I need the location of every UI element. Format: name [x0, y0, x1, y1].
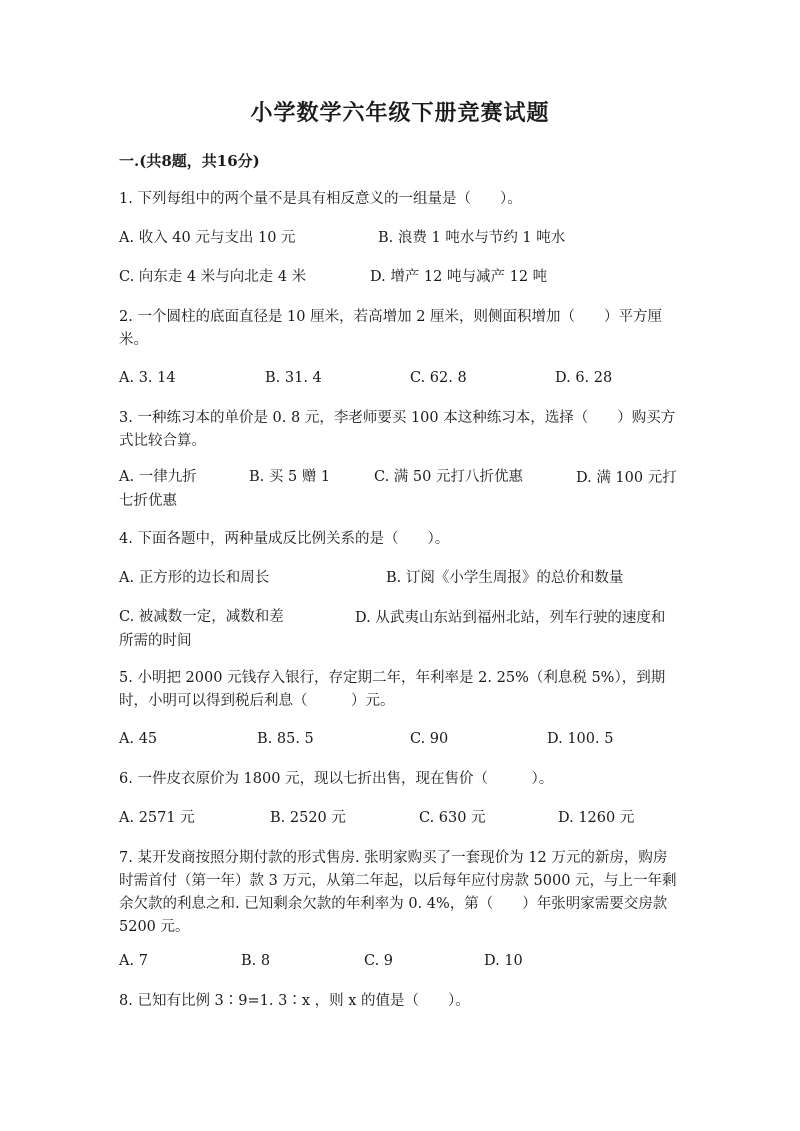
question-7-option-c: C. 9 [364, 953, 394, 969]
question-3-option-a: A. 一律九折 [119, 469, 197, 485]
question-3-option-c: C. 满 50 元打八折优惠 [374, 469, 523, 485]
question-2-option-d: D. 6. 28 [555, 370, 613, 386]
section-heading: 一.(共8题，共16分) [119, 152, 260, 170]
question-1-stem: 1. 下列每组中的两个量不是具有相反意义的一组量是（ ）。 [119, 191, 522, 207]
question-6-option-b: B. 2520 元 [270, 810, 346, 826]
question-3-option-b: B. 买 5 赠 1 [249, 469, 331, 485]
question-5-option-d: D. 100. 5 [547, 731, 614, 747]
question-1-option-b: B. 浪费 1 吨水与节约 1 吨水 [378, 230, 566, 246]
question-5-option-a: A. 45 [119, 731, 158, 747]
question-4-stem: 4. 下面各题中，两种量成反比例关系的是（ ）。 [119, 531, 450, 547]
question-6-option-d: D. 1260 元 [558, 810, 635, 826]
question-1-option-a: A. 收入 40 元与支出 10 元 [119, 230, 296, 246]
question-6-option-c: C. 630 元 [419, 810, 486, 826]
question-5-stem: 5. 小明把 2000 元钱存入银行，存定期二年，年利率是 2. 25%（利息税 5%），到期时，小明可以得到税后利息（ ）元。 [119, 670, 666, 709]
question-4-option-d: D. 从武夷山东站到福州北站，列车行驶的速度和所需的时间 [119, 610, 666, 649]
question-6-option-a: A. 2571 元 [119, 810, 195, 826]
question-7-option-d: D. 10 [484, 953, 523, 969]
page-title: 小学数学六年级下册竞赛试题 [250, 100, 550, 126]
question-2-option-b: B. 31. 4 [265, 370, 322, 386]
question-7-option-a: A. 7 [119, 953, 148, 969]
question-1-option-d: D. 增产 12 吨与减产 12 吨 [370, 269, 548, 285]
question-1-option-c: C. 向东走 4 米与向北走 4 米 [119, 269, 307, 285]
question-2-stem: 2. 一个圆柱的底面直径是 10 厘米，若高增加 2 厘米，则侧面积增加（ ）平方厘米。 [119, 309, 663, 348]
question-3-stem: 3. 一种练习本的单价是 0. 8 元，李老师要买 100 本这种练习本，选择（ ）购买方式比较合算。 [119, 410, 676, 449]
question-7-stem: 7. 某开发商按照分期付款的形式售房. 张明家购买了一套现价为 12 万元的新房，购房时需首付（第一年）款 3 万元，从第二年起，以后每年应付房款 5000 元，与上一年剩余欠款的利息之和. 已知剩余欠款的年利率为 0. 4%，第（ ）年张明家需要交房款 5200 元。 [119, 850, 677, 935]
question-5-option-c: C. 90 [410, 731, 449, 747]
question-3-option-d: D. 满 100 元打七折优惠 [119, 470, 677, 509]
question-4-option-b: B. 订阅《小学生周报》的总价和数量 [386, 570, 624, 586]
question-2-option-a: A. 3. 14 [119, 370, 176, 386]
question-6-stem: 6. 一件皮衣原价为 1800 元，现以七折出售，现在售价（ ）。 [119, 771, 554, 787]
question-4-option-a: A. 正方形的边长和周长 [119, 570, 270, 586]
question-2-option-c: C. 62. 8 [410, 370, 467, 386]
question-4-option-c: C. 被减数一定，减数和差 [119, 609, 284, 625]
question-7-option-b: B. 8 [241, 953, 271, 969]
question-8-stem: 8. 已知有比例 3∶9=1. 3∶x ，则 x 的值是（ ）。 [119, 993, 470, 1009]
question-5-option-b: B. 85. 5 [257, 731, 314, 747]
